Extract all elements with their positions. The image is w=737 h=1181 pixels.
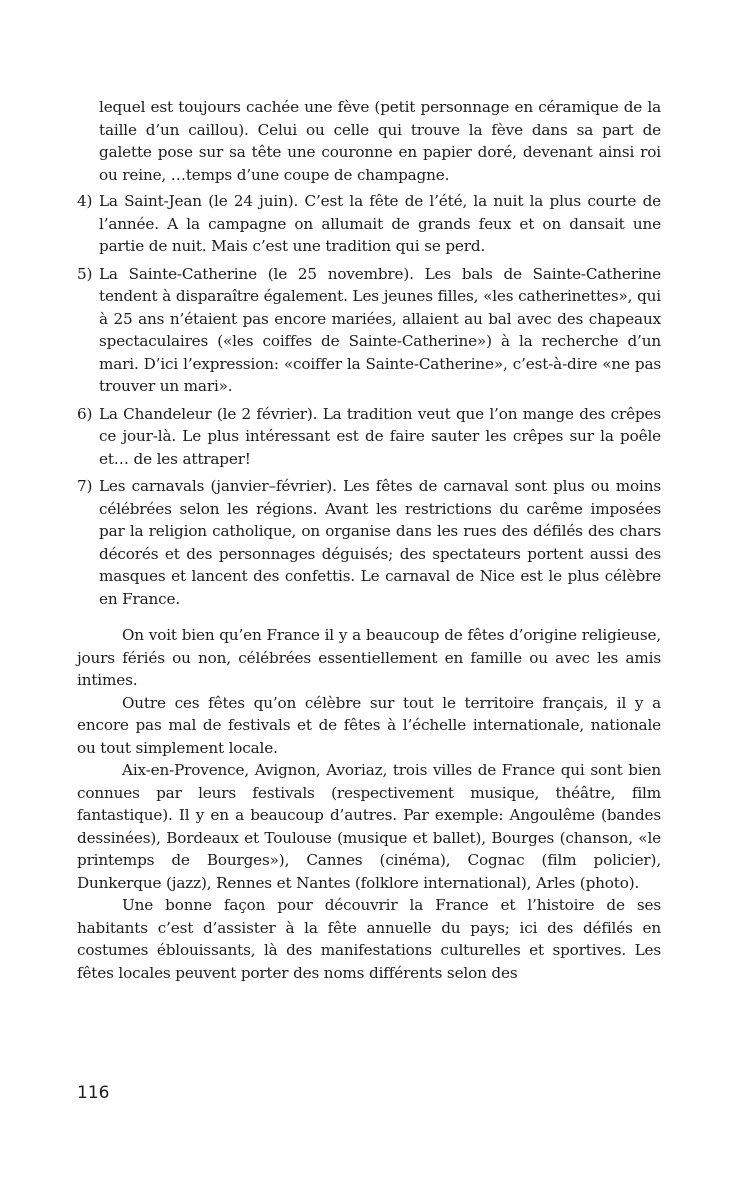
holiday-list: [77, 190, 661, 610]
list-item-carnavals: [77, 475, 661, 610]
list-number: 5): [77, 264, 93, 283]
list-text: La Sainte-Catherine (le 25 novembre). Les bals de Sainte-Catherine tendent à disparaître également. Les jeunes filles, «les catherinettes», qui à 25 ans n’étaient pas encore mariées, allaient au bal avec des chapeaux spectaculaires («les coiffes de Sainte-Catherine») à la recherche d’un mari. D’ici l’expression: «coiffer la Sainte-Catherine», c’est-à-dire «ne pas trouver un mari».: [99, 264, 661, 395]
paragraph: Aix-en-Provence, Avignon, Avoriaz, trois villes de France qui sont bien connues par leurs festivals (respectivement musique, théâtre, film fantastique). Il y en a beaucoup d’autres. Par exemple: Angoulême (bandes dessinées), Bordeaux et Toulouse (musique et ballet), Bourges (chanson, «le printemps de Bourges»), Cannes (cinéma), Cognac (film policier), Dunkerque (jazz), Rennes et Nantes (folklore international), Arles (photo).: [77, 761, 661, 892]
list-item-sainte-catherine: [77, 263, 661, 398]
continued-paragraph: lequel est toujours cachée une fève (petit personnage en céramique de la taille d’un caillou). Celui ou celle qui trouve la fève dans sa part de galette pose sur sa tête une couronne en papier doré, devenant ainsi roi ou reine, …temps d’une coupe de champagne.: [99, 98, 661, 184]
paragraph: Outre ces fêtes qu’on célèbre sur tout le territoire français, il y a encore pas mal de festivals et de fêtes à l’échelle internationale, nationale ou tout simplement locale.: [77, 693, 661, 757]
list-item-saint-jean: [77, 190, 661, 258]
list-number: 6): [77, 404, 93, 423]
list-item-chandeleur: [77, 403, 661, 471]
list-text: La Chandeleur (le 2 février). La tradition veut que l’on mange des crêpes ce jour-là. Le plus intéressant est de faire sauter les crêpes sur la poêle et… de les attraper!: [99, 404, 661, 468]
list-text: La Saint-Jean (le 24 juin). C’est la fête de l’été, la nuit la plus courte de l’année. A la campagne on allumait de grands feux et on dansait une partie de nuit. Mais c’est une tradition qui se perd.: [99, 192, 661, 255]
body-text: [77, 96, 661, 984]
paragraph: Une bonne façon pour découvrir la France et l’histoire de ses habitants c’est d’assister à la fête annuelle du pays; ici des défilés en costumes éblouissants, là des manifestations culturelles et sportives. Les fêtes locales peuvent porter des noms différents selon des: [77, 896, 661, 982]
list-number: 7): [77, 477, 93, 495]
list-text: Les carnavals (janvier–février). Les fêtes de carnaval sont plus ou moins célébrées selon les régions. Avant les restrictions du carême imposées par la religion catholique, on organise dans les rues des défilés des chars décorés et des personnages déguisés; des spectateurs portent aussi des masques et lancent des confettis. Le carnaval de Nice est le plus célèbre en France.: [99, 477, 661, 608]
list-number: 4): [77, 192, 93, 210]
page-number: 116: [77, 1083, 110, 1103]
paragraph: On voit bien qu’en France il y a beaucoup de fêtes d’origine religieuse, jours fériés ou non, célébrées essentiellement en famille ou avec les amis intimes.: [77, 626, 661, 689]
